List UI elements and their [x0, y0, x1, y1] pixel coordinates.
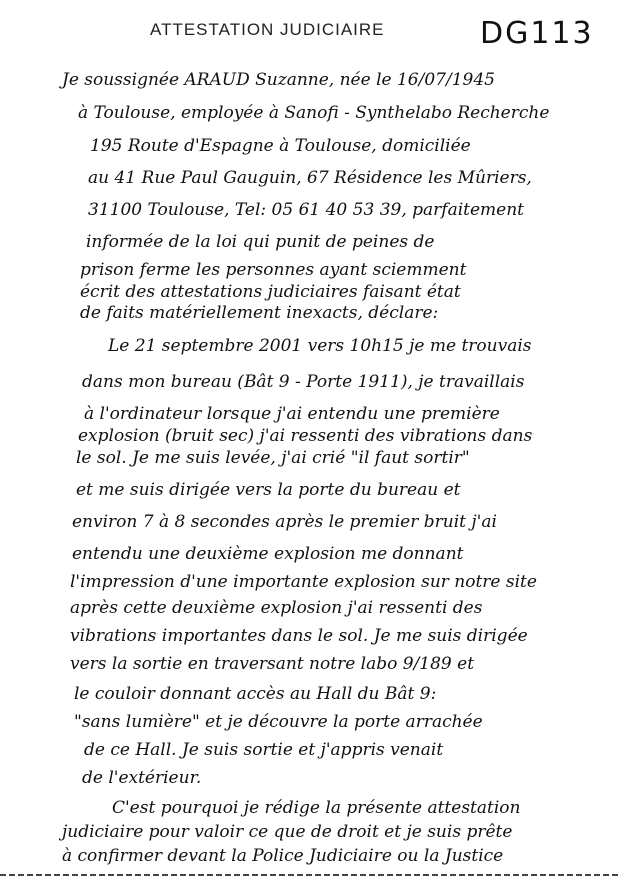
body-line: le couloir donnant accès au Hall du Bât 9:	[74, 684, 437, 704]
body-line: de ce Hall. Je suis sortie et j'appris venait	[84, 740, 444, 760]
body-line: environ 7 à 8 secondes après le premier bruit j'ai	[72, 512, 497, 532]
body-line: à confirmer devant la Police Judiciaire ou la Justice	[62, 846, 504, 866]
body-line: vibrations importantes dans le sol. Je me suis dirigée	[70, 626, 528, 646]
body-line: informée de la loi qui punit de peines de	[86, 232, 435, 252]
body-line: et me suis dirigée vers la porte du bureau et	[76, 480, 461, 500]
body-line: C'est pourquoi je rédige la présente attestation	[112, 798, 521, 818]
body-line: à Toulouse, employée à Sanofi - Synthelabo Recherche	[78, 103, 550, 123]
body-line: l'impression d'une importante explosion sur notre site	[70, 572, 537, 592]
body-line: Je soussignée ARAUD Suzanne, née le 16/07/1945	[62, 70, 495, 90]
body-line: dans mon bureau (Bât 9 - Porte 1911), je travaillais	[82, 372, 525, 392]
body-line: de faits matériellement inexacts, déclare:	[80, 303, 439, 323]
page-bottom-edge	[0, 874, 620, 876]
body-line: explosion (bruit sec) j'ai ressenti des vibrations dans	[78, 426, 533, 446]
body-line: après cette deuxième explosion j'ai ressenti des	[70, 598, 483, 618]
body-line: le sol. Je me suis levée, j'ai crié "il faut sortir"	[76, 448, 470, 468]
body-line: 195 Route d'Espagne à Toulouse, domiciliée	[90, 136, 471, 156]
body-line: judiciaire pour valoir ce que de droit et je suis prête	[62, 822, 513, 842]
body-line: Le 21 septembre 2001 vers 10h15 je me trouvais	[108, 336, 532, 356]
document-title: ATTESTATION JUDICIAIRE	[150, 20, 385, 39]
body-line: au 41 Rue Paul Gauguin, 67 Résidence les Mûriers,	[88, 168, 532, 188]
body-line: écrit des attestations judiciaires faisant état	[80, 282, 461, 302]
body-line: de l'extérieur.	[82, 768, 202, 788]
body-line: entendu une deuxième explosion me donnant	[72, 544, 464, 564]
body-line: prison ferme les personnes ayant sciemment	[80, 260, 467, 280]
body-line: vers la sortie en traversant notre labo 9/189 et	[70, 654, 475, 674]
body-line: 31100 Toulouse, Tel: 05 61 40 53 39, parfaitement	[88, 200, 524, 220]
body-line: "sans lumière" et je découvre la porte arrachée	[74, 712, 483, 732]
reference-number: DG113	[480, 16, 594, 51]
body-line: à l'ordinateur lorsque j'ai entendu une première	[84, 404, 500, 424]
